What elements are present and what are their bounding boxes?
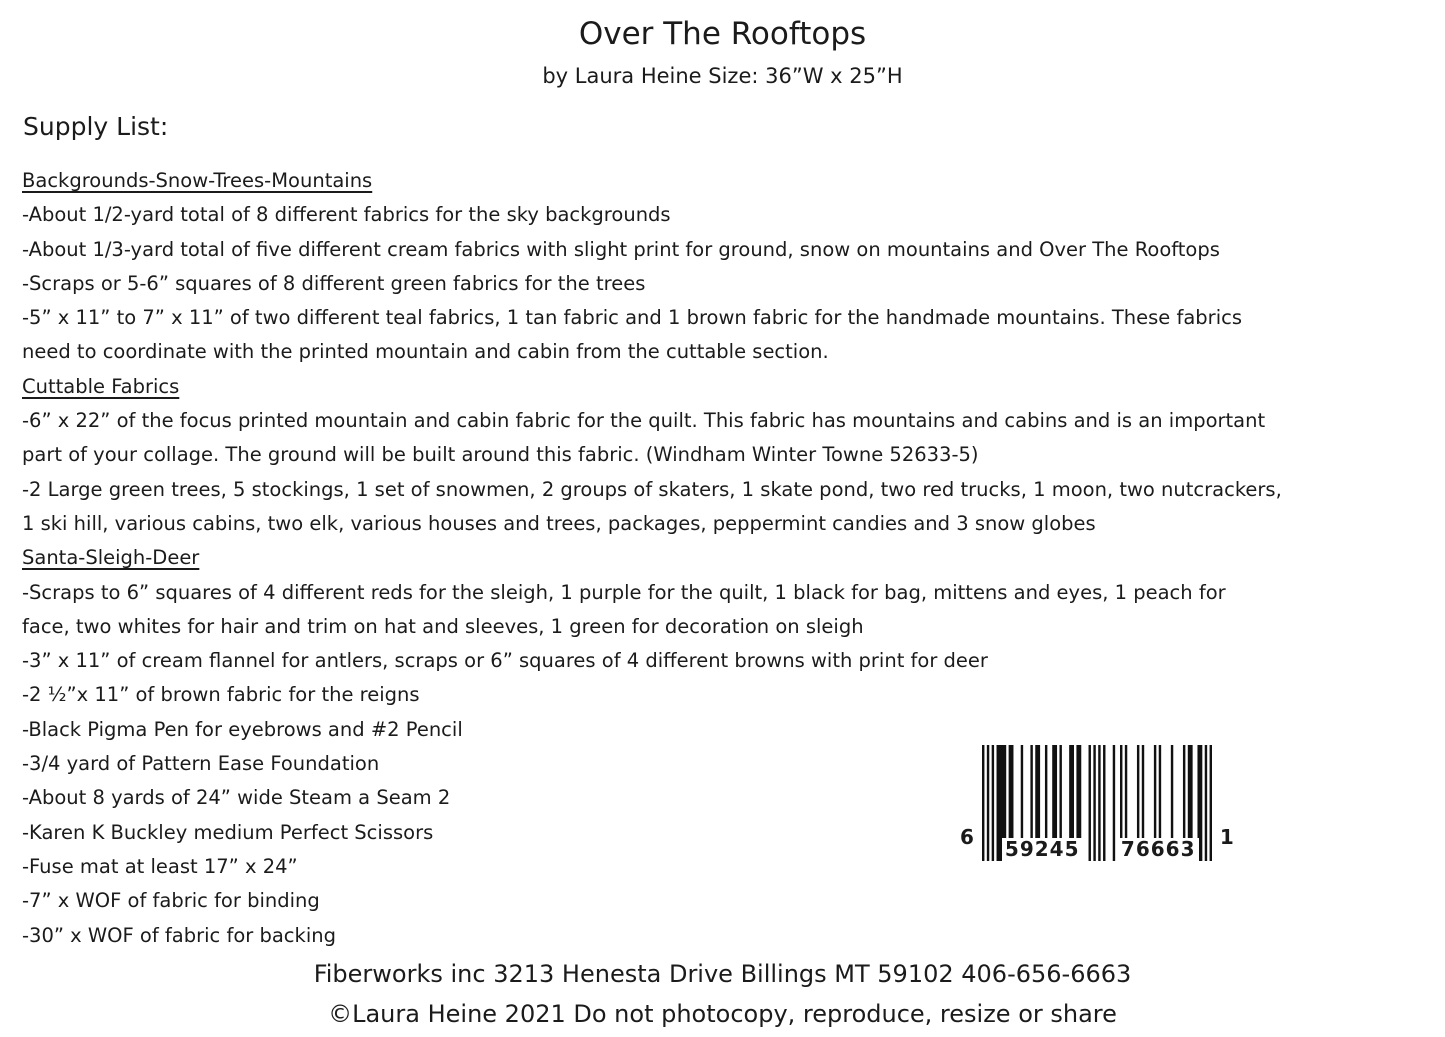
barcode-left-group: 59245 [1002, 838, 1083, 861]
supply-line: -2 Large green trees, 5 stockings, 1 set of snowmen, 2 groups of skaters, 1 skate pond, two red trucks, 1 moon, two nutcrackers, [22, 477, 1282, 501]
supply-line: -Scraps to 6” squares of 4 different reds for the sleigh, 1 purple for the quilt, 1 black for bag, mittens and eyes, 1 peach for [22, 580, 1226, 604]
supply-line: -Black Pigma Pen for eyebrows and #2 Pencil [22, 717, 463, 741]
supply-line: -2 ½”x 11” of brown fabric for the reigns [22, 683, 420, 707]
supply-line: -3” x 11” of cream flannel for antlers, scraps or 6” squares of 4 different browns with print for deer [22, 649, 988, 673]
supply-line: face, two whites for hair and trim on hat and sleeves, 1 green for decoration on sleigh [22, 614, 864, 638]
section-heading: Santa-Sleigh-Deer [22, 546, 200, 570]
barcode-check-digit: 1 [1219, 825, 1234, 849]
supply-line: -Fuse mat at least 17” x 24” [22, 854, 298, 878]
supply-line: need to coordinate with the printed mountain and cabin from the cuttable section. [22, 340, 829, 364]
supply-line: -6” x 22” of the focus printed mountain and cabin fabric for the quilt. This fabric has mountains and cabins and is an important [22, 409, 1266, 433]
barcode-number-system-digit: 6 [960, 825, 974, 849]
supply-line: -About 8 yards of 24” wide Steam a Seam 2 [22, 786, 451, 810]
supply-line: -30” x WOF of fabric for backing [22, 923, 336, 947]
page-title: Over The Rooftops [578, 16, 867, 52]
barcode-right-group: 76663 [1118, 838, 1199, 861]
footer-address: Fiberworks inc 3213 Henesta Drive Billings MT 59102 406-656-6663 [313, 960, 1132, 988]
supply-line: 1 ski hill, various cabins, two elk, various houses and trees, packages, peppermint candies and 3 snow globes [22, 511, 1096, 535]
supply-line: -5” x 11” to 7” x 11” of two different teal fabrics, 1 tan fabric and 1 brown fabric for the handmade mountains. These fabrics [22, 306, 1242, 330]
supply-list-heading: Supply List: [23, 112, 169, 141]
footer-copyright: ©Laura Heine 2021 Do not photocopy, reproduce, resize or share [328, 1000, 1117, 1028]
supply-line: -About 1/2-yard total of 8 different fabrics for the sky backgrounds [22, 203, 671, 227]
supply-line: -Karen K Buckley medium Perfect Scissors [22, 820, 434, 844]
supply-line: -3/4 yard of Pattern Ease Foundation [22, 752, 380, 776]
section-heading: Backgrounds-Snow-Trees-Mountains [22, 169, 373, 192]
section-heading: Cuttable Fabrics [22, 374, 180, 398]
supply-line: -7” x WOF of fabric for binding [22, 889, 320, 913]
supply-line: part of your collage. The ground will be built around this fabric. (Windham Winter Towne 52633-5) [22, 443, 979, 467]
footer [0, 954, 1445, 1034]
supply-line: -Scraps or 5-6” squares of 8 different green fabrics for the trees [22, 271, 646, 295]
barcode [960, 745, 1234, 861]
barcode-bars [982, 745, 1212, 861]
supply-line: -About 1/3-yard total of five different cream fabrics with slight print for ground, snow on mountains and Over The Rooftops [22, 237, 1220, 261]
page-subtitle: by Laura Heine Size: 36”W x 25”H [542, 64, 903, 88]
